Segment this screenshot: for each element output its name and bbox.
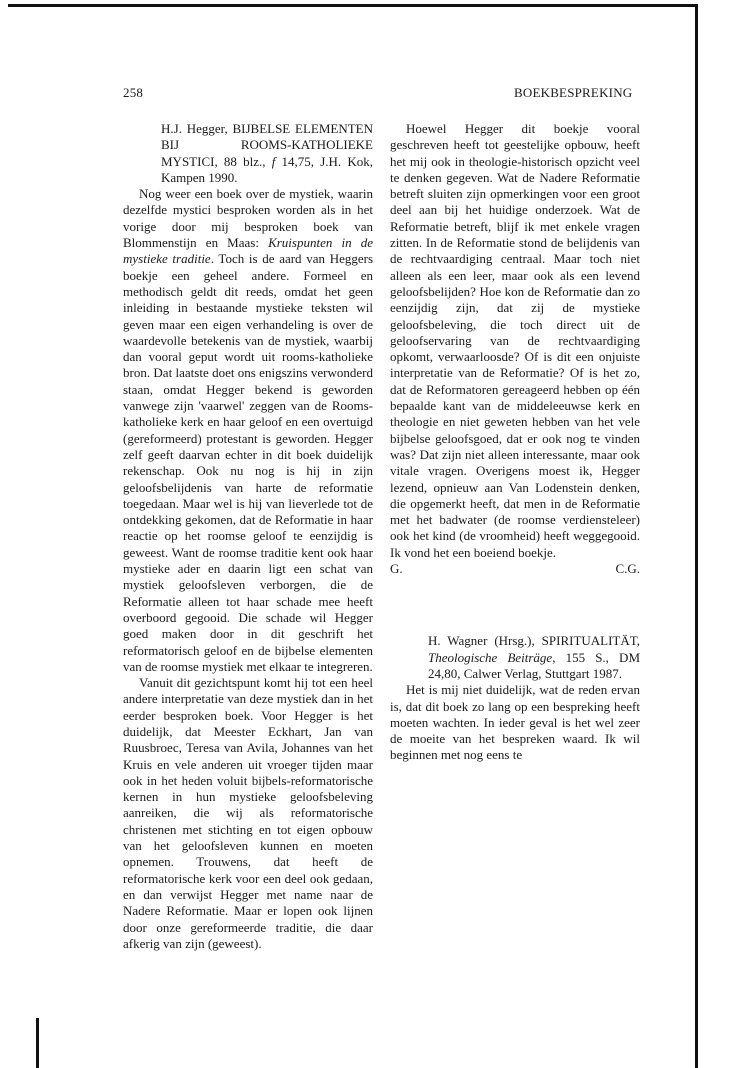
florin-symbol: f — [271, 153, 276, 169]
page-number: 258 — [123, 85, 144, 100]
review1-p1-book-title: Kruispunten in de mystieke traditie — [123, 235, 373, 267]
review1-bibliography — [123, 121, 373, 186]
running-head: BOEKBESPREKING — [514, 85, 633, 100]
right-column — [390, 121, 640, 764]
review1-bib-author-title: H.J. Hegger, BIJBELSE ELEMENTEN BIJ ROOMS-KATHOLIEKE MYSTICI, 88 blz., — [161, 121, 373, 169]
review2-bib-details: , 155 S., DM 24,80, Calwer Verlag, Stuttgart 1987. — [428, 649, 640, 681]
left-column — [123, 121, 373, 952]
scan-border-right — [695, 4, 698, 1068]
review1-bib-details: 14,75, J.H. Kok, Kampen 1990. — [161, 153, 373, 185]
scan-border-top — [8, 4, 698, 7]
signature-initial-left: G. — [390, 561, 403, 577]
review2-paragraph-1: Het is mij niet duidelijk, wat de reden ervan is, dat dit boek zo lang op een bespreking heeft moeten wachten. In ieder geval is het wel zeer de moeite van het bespreken waard. Ik wil beginnen met nog eens te — [390, 682, 640, 763]
section-gap — [390, 577, 640, 633]
review1-p1-text-a: Nog weer een boek over de mystiek, waarin dezelfde mystici besproken worden als in het vorige door mij besproken boek van Blommenstijn en Maas: — [123, 186, 373, 251]
signature-initials-right: C.G. — [615, 561, 640, 577]
review2-bibliography — [390, 633, 640, 682]
scan-border-left — [36, 1018, 39, 1068]
review1-paragraph-1 — [123, 186, 373, 675]
review1-signature — [390, 561, 640, 577]
review1-p1-text-b: . Toch is de aard van Heggers boekje een geheel andere. Formeel en methodisch geldt dit reeds, omdat het geen inleiding in bestaande mystieke teksten wil geven maar een eigen verhandeling is over de waardevolle betekenis van de mystiek, waarbij dan vooral geput wordt uit rooms-katholieke bron. Dat laatste doet ons enigszins verwonderd staan, omdat Hegger bekend is geworden vanwege zijn 'vaarwel' zeggen van de Rooms-katholieke kerk en haar geloof en een overtuigd (gereformeerd) protestant is geworden. Hegger zelf geeft daarvan echter in dit boek duidelijk rekenschap. Ook nu nog is hij in zijn geloofsbelijdenis van harte de reformatie toegedaan. Maar wel is hij van lieverlede tot de ontdekking gekomen, dat de Reformatie in haar reactie op het roomse geloof te eenzijdig is geweest. Want de roomse traditie kent ook haar mystieke ader en daarin ligt een schat van mystiek geloofsleven verborgen, die de Reformatie alleen tot haar schade mee heeft overboord gegooid. Die schade wil Hegger goed maken door in dit geschrift het reformatorisch geloof en de bijbelse elementen van de roomse mystiek met elkaar te integreren. — [123, 251, 374, 674]
review2-bib-author-title: H. Wagner (Hrsg.), SPIRITUALITÄT, — [428, 633, 640, 649]
review1-paragraph-2: Vanuit dit gezichtspunt komt hij tot een heel andere interpretatie van deze mystiek dan in het eerder besproken boek. Voor Hegger is het duidelijk, dat Meester Eckhart, Jan van Ruusbroec, Teresa van Avila, Johannes van het Kruis en vele anderen uit vroeger tijden maar ook in het heden voluit bijbels-reformatorische kernen in hun mystieke geloofsbeleving aanreiken, die wij als reformatorische christenen met stichting en tot eigen opbouw van het geloofsleven kunnen en moeten opnemen. Trouwens, dat heeft de reformatorische kerk voor een deel ook gedaan, en dan verwijst Hegger met name naar de Nadere Reformatie. Maar er lopen ook lijnen door onze gereformeerde traditie, die daar afkerig van zijn (geweest). — [123, 675, 373, 951]
review2-bib-series-title: Theologische Beiträge — [428, 649, 553, 665]
review1-paragraph-3: Hoewel Hegger dit boekje vooral geschreven heeft tot geestelijke opbouw, heeft het mij ook in theologie-historisch opzicht veel te denken gegeven. Wat de Nadere Reformatie betreft sluiten zijn opmerkingen voor een groot deel aan bij het huidige onderzoek. Wat de Reformatie betreft, blijf ik met enkele vragen zitten. In de Reformatie stond de belijdenis van de rechtvaardiging centraal. Maar toch niet alleen als een leer, maar ook als een levend geloofsbelijden? Hoe kon de Reformatie dan zo eenzijdig zijn, dat zij de mystieke geloofsbeleving, die toch direct uit de geloofservaring van de rechtvaardiging opkomt, verwaarloosde? Of is dit een onjuiste interpretatie van de Reformatie? Of is het zo, dat de Reformatoren gereageerd hebben op één bepaalde kant van de middeleeuwse kerk en theologie en niet geweten hebben van het vele bijbelse geloofsgoed, dat er ook nog te vinden was? Dat zijn niet alleen interessante, maar ook vitale vragen. Overigens moest ik, Hegger lezend, opnieuw aan Van Lodenstein denken, die opgemerkt heeft, dat men in de Reformatie met het badwater (de roomse verdiensteleer) ook het kind (de vroomheid) heeft weggegooid. Ik vond het een boeiend boekje. — [390, 121, 640, 560]
